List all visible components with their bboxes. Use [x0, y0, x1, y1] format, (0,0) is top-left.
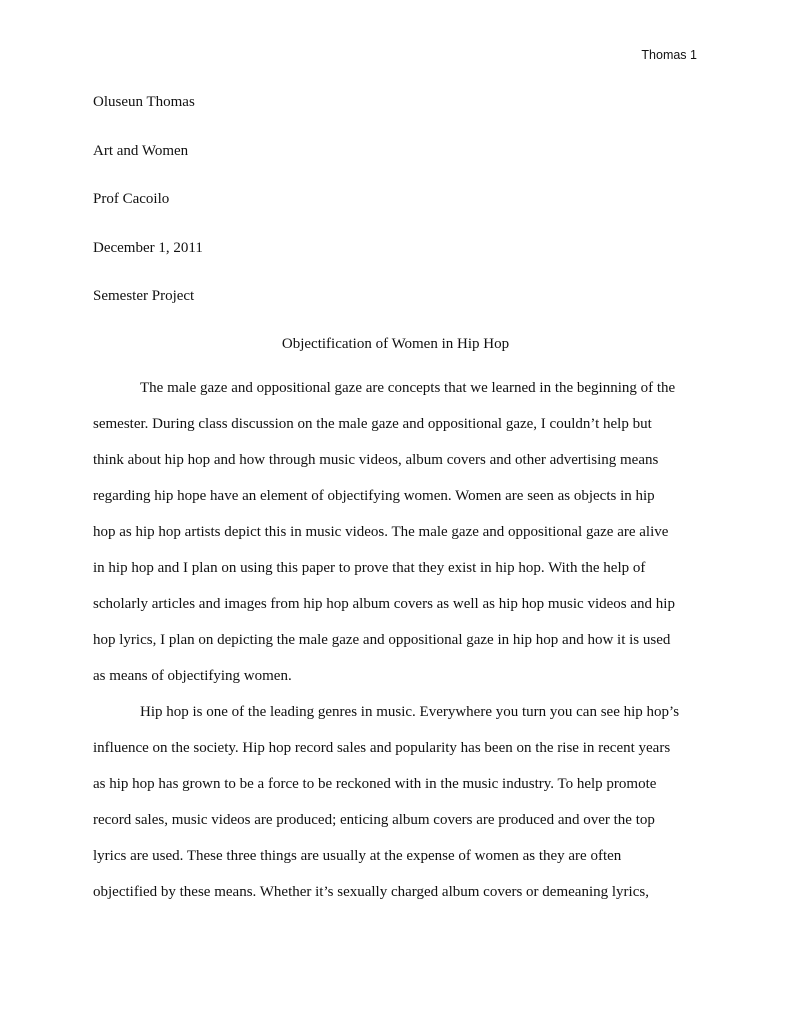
paragraph-line: scholarly articles and images from hip hop album covers as well as hip hop music videos and hip — [93, 596, 675, 612]
paragraph-line: hop as hip hop artists depict this in music videos. The male gaze and oppositional gaze are alive — [93, 524, 669, 540]
paragraph-line: The male gaze and oppositional gaze are concepts that we learned in the beginning of the — [140, 380, 676, 396]
mla-heading — [93, 94, 698, 337]
paragraph-1 — [93, 370, 698, 694]
paragraph-line: record sales, music videos are produced; enticing album covers are produced and over the top — [93, 812, 655, 828]
professor-name: Prof Cacoilo — [93, 191, 170, 207]
document-body — [93, 370, 698, 910]
paragraph-line: hop lyrics, I plan on depicting the male gaze and oppositional gaze in hip hop and how it is used — [93, 632, 671, 648]
paragraph-line: as hip hop has grown to be a force to be reckoned with in the music industry. To help promote — [93, 776, 657, 792]
document-date: December 1, 2011 — [93, 239, 203, 256]
paragraph-line: regarding hip hope have an element of objectifying women. Women are seen as objects in hip — [93, 488, 655, 504]
paragraph-line: influence on the society. Hip hop record sales and popularity has been on the rise in recent years — [93, 740, 671, 756]
paragraph-line: in hip hop and I plan on using this paper to prove that they exist in hip hop. With the help of — [93, 560, 646, 576]
document-title: Objectification of Women in Hip Hop — [281, 336, 510, 352]
paragraph-2 — [93, 694, 698, 910]
paragraph-line: lyrics are used. These three things are usually at the expense of women as they are often — [93, 848, 622, 864]
author-name: Oluseun Thomas — [93, 94, 195, 110]
paragraph-line: Hip hop is one of the leading genres in music. Everywhere you turn you can see hip hop’s — [140, 704, 680, 720]
paragraph-line: objectified by these means. Whether it’s sexually charged album covers or demeaning lyrics, — [93, 884, 649, 900]
paragraph-line: semester. During class discussion on the male gaze and oppositional gaze, I couldn’t help but — [93, 416, 652, 432]
paragraph-line: as means of objectifying women. — [93, 668, 292, 684]
page-header: Thomas 1 — [641, 48, 697, 62]
assignment-name: Semester Project — [93, 288, 195, 304]
paragraph-line: think about hip hop and how through music videos, album covers and other advertising means — [93, 452, 659, 468]
course-name: Art and Women — [93, 142, 189, 159]
